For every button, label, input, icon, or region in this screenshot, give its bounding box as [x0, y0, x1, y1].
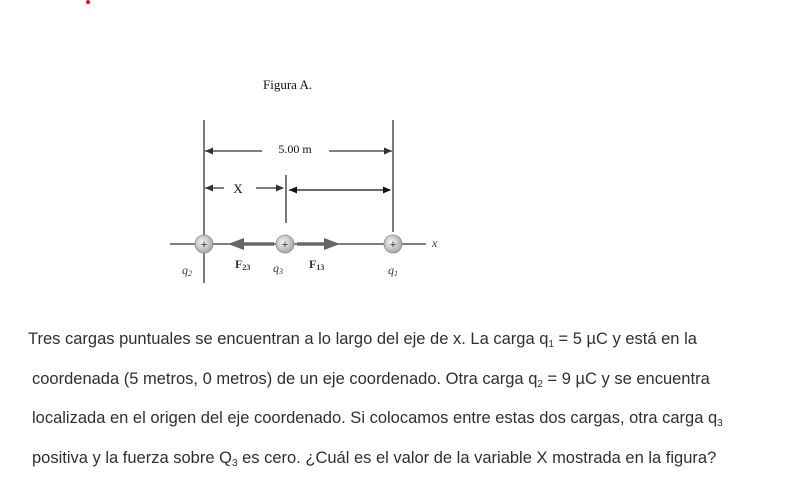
problem-line-3: localizada en el origen del eje coordenado. Si colocamos entre estas dos cargas, otra carga $q_3$: [32, 409, 723, 429]
x-dim-arrow-right: [276, 185, 284, 192]
q1-plus-sign: +: [389, 239, 397, 251]
q2-label: q2: [182, 263, 192, 278]
q3-plus-sign: +: [281, 239, 289, 251]
problem-line-4: positiva y la fuerza sobre $Q_3$ es cero. ¿Cuál es el valor de la variable X mostrada en la figura?: [32, 449, 717, 469]
f13-label: F13: [309, 257, 325, 272]
x-dim-arrow-left: [205, 185, 213, 192]
problem-line-2: coordenada (5 metros, 0 metros) de un eje coordenado. Otra carga $q_2 = 9$ µC y se encuentra: [32, 370, 710, 390]
x-variable-label: X: [233, 181, 243, 196]
q3-q1-arrow-left: [289, 187, 297, 194]
f23-label: F23: [235, 257, 251, 272]
f23-arrow-head: [228, 238, 244, 250]
dimension-arrow-left: [205, 148, 213, 155]
q2-plus-sign: +: [200, 239, 208, 251]
q3-q1-arrow-right: [383, 187, 391, 194]
dimension-arrow-right: [384, 148, 392, 155]
figure-title: Figura A.: [263, 77, 313, 92]
q1-label: q1: [388, 263, 398, 278]
f13-arrow-head: [324, 238, 340, 250]
q3-label: q3: [273, 261, 283, 276]
problem-line-1: Tres cargas puntuales se encuentran a lo largo del eje de x. La carga $q_1 = 5$ µC y está en la: [28, 330, 697, 350]
distance-label: 5.00 m: [278, 142, 312, 156]
x-axis-label: x: [432, 236, 438, 250]
